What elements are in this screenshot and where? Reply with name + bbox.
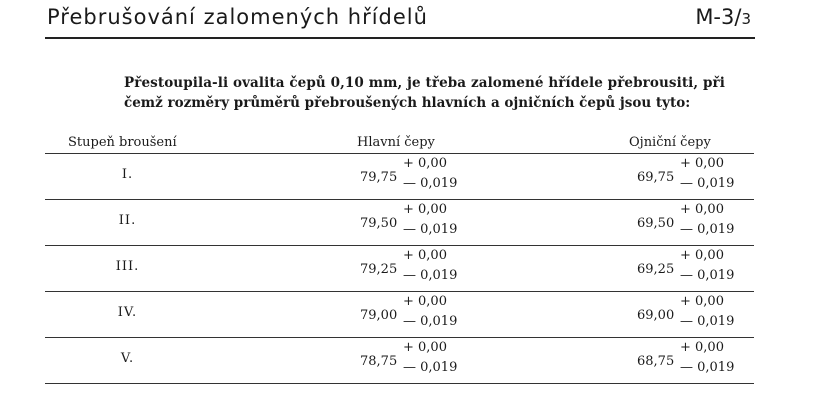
rod-journal-cell (637, 204, 757, 244)
tolerance-minus: — 0,019 (680, 176, 735, 191)
main-journal-value: 79,00 (360, 308, 398, 323)
grinding-table (45, 133, 754, 384)
tolerance-minus: — 0,019 (680, 314, 735, 329)
tolerance-plus: + 0,00 (680, 340, 724, 355)
tolerance-plus: + 0,00 (403, 202, 447, 217)
header-main-journals: Hlavní čepy (357, 135, 435, 150)
tolerance-plus: + 0,00 (403, 248, 447, 263)
table-row (45, 200, 754, 246)
tolerance-minus: — 0,019 (680, 222, 735, 237)
intro-paragraph (124, 73, 756, 113)
rod-journal-cell (637, 250, 757, 290)
tolerance-plus: + 0,00 (680, 156, 724, 171)
stage-label: II. (118, 213, 137, 228)
header-rule (45, 37, 755, 39)
tolerance-minus: — 0,019 (403, 176, 458, 191)
intro-line-2: čemž rozměry průměrů přebroušených hlavních a ojničních čepů jsou tyto: (124, 95, 691, 111)
rod-journal-value: 69,50 (637, 216, 675, 231)
tolerance-plus: + 0,00 (403, 340, 447, 355)
stage-label: IV. (117, 305, 138, 320)
page-code-sub: 3 (741, 10, 751, 28)
table-header (45, 133, 754, 154)
header-rod-journals: Ojniční čepy (629, 135, 711, 150)
tolerance-minus: — 0,019 (403, 360, 458, 375)
tolerance-minus: — 0,019 (680, 268, 735, 283)
stage-label: III. (115, 259, 140, 274)
tolerance-plus: + 0,00 (680, 248, 724, 263)
page-code (695, 5, 751, 29)
header-stage: Stupeň broušení (68, 135, 177, 150)
rod-journal-cell (637, 296, 757, 336)
page-code-main: M-3/ (695, 5, 742, 29)
tolerance-plus: + 0,00 (403, 294, 447, 309)
main-journal-cell (360, 342, 480, 382)
stage-label: V. (120, 351, 135, 366)
rod-journal-value: 69,75 (637, 170, 675, 185)
table-row (45, 338, 754, 384)
page-title: Přebrušování zalomených hřídelů (47, 5, 428, 29)
tolerance-minus: — 0,019 (403, 314, 458, 329)
main-journal-value: 78,75 (360, 354, 398, 369)
tolerance-plus: + 0,00 (680, 202, 724, 217)
main-journal-value: 79,25 (360, 262, 398, 277)
rod-journal-cell (637, 342, 757, 382)
rod-journal-value: 69,00 (637, 308, 675, 323)
rod-journal-cell (637, 158, 757, 198)
main-journal-value: 79,75 (360, 170, 398, 185)
rod-journal-value: 68,75 (637, 354, 675, 369)
tolerance-plus: + 0,00 (403, 156, 447, 171)
table-row (45, 154, 754, 200)
tolerance-plus: + 0,00 (680, 294, 724, 309)
main-journal-cell (360, 296, 480, 336)
main-journal-value: 79,50 (360, 216, 398, 231)
table-row (45, 246, 754, 292)
main-journal-cell (360, 250, 480, 290)
tolerance-minus: — 0,019 (403, 268, 458, 283)
rod-journal-value: 69,25 (637, 262, 675, 277)
intro-line-1: Přestoupila-li ovalita čepů 0,10 mm, je třeba zalomené hřídele přebrousiti, při (124, 75, 725, 91)
tolerance-minus: — 0,019 (403, 222, 458, 237)
main-journal-cell (360, 158, 480, 198)
stage-label: I. (121, 167, 134, 182)
table-row (45, 292, 754, 338)
main-journal-cell (360, 204, 480, 244)
tolerance-minus: — 0,019 (680, 360, 735, 375)
